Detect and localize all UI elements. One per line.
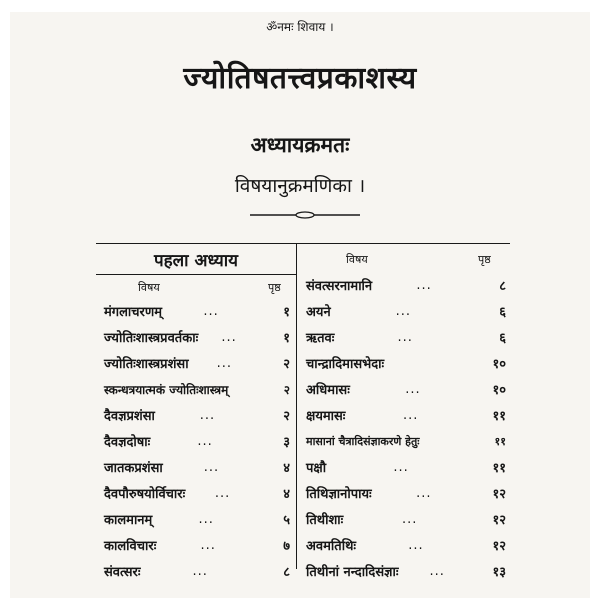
entry-subject: तिथीशाः	[306, 513, 344, 528]
entry-subject: दैवपौरुषयोर्विचारः	[104, 487, 186, 502]
entry-page: ८	[499, 279, 506, 294]
list-item	[306, 352, 506, 374]
entry-page: १२	[492, 513, 506, 528]
entry-leader: ...	[397, 329, 413, 345]
subtitle-chapterwise: अध्यायक्रमतः	[250, 133, 350, 157]
entry-leader: ...	[200, 537, 216, 553]
entry-leader: ...	[416, 485, 432, 501]
entry-page: २	[283, 409, 290, 424]
entry-subject: अधिमासः	[306, 383, 350, 398]
entry-page: ३	[283, 435, 290, 450]
entry-leader: ...	[416, 277, 432, 293]
chapter-heading: पहला अध्याय	[153, 251, 239, 271]
entry-page: १	[283, 305, 290, 320]
list-item	[104, 378, 290, 400]
entry-subject: तिथीनां नन्दादिसंज्ञाः	[306, 565, 399, 580]
right-col-subject-header: विषय	[346, 253, 368, 266]
entry-leader: ...	[429, 563, 445, 579]
entry-page: ११	[494, 434, 506, 448]
entry-subject: संवत्सरः	[104, 565, 141, 580]
list-item	[104, 456, 290, 478]
list-item	[306, 482, 506, 504]
entry-subject: कालविचारः	[104, 539, 157, 554]
list-item	[104, 482, 290, 504]
entry-subject: संवत्सरनामानि	[306, 279, 373, 294]
entry-leader: ...	[408, 537, 424, 553]
entry-subject: तिथिज्ञानोपायः	[306, 487, 372, 502]
entry-page: २	[283, 357, 290, 372]
entry-page: २	[283, 382, 290, 397]
book-page	[10, 12, 590, 598]
entry-subject: पक्षौ	[306, 461, 327, 476]
entry-leader: ...	[214, 485, 231, 501]
entry-page: ७	[283, 539, 290, 554]
entry-leader: ...	[192, 563, 208, 579]
entry-page: ११	[492, 409, 506, 424]
entry-page: ४	[283, 461, 290, 476]
list-item	[104, 430, 290, 452]
list-item	[104, 326, 290, 348]
entry-subject: स्कन्धत्रयात्मकं ज्योतिःशास्त्रम्	[104, 382, 229, 397]
entry-page: १	[283, 331, 290, 346]
entry-page: १०	[492, 357, 506, 372]
list-item	[306, 404, 506, 426]
column-divider	[296, 244, 297, 569]
entry-subject: कालमानम्	[104, 513, 153, 528]
list-item	[306, 560, 506, 582]
list-item	[104, 508, 290, 530]
entry-leader: ...	[393, 459, 409, 475]
entry-page: ५	[283, 513, 290, 528]
entry-subject: ज्योतिःशास्त्रप्रवर्तकाः	[104, 331, 199, 346]
ornament-divider	[250, 208, 360, 222]
left-col-subject-header: विषय	[138, 281, 160, 294]
book-title: ज्योतिषतत्त्वप्रकाशस्य	[183, 61, 417, 96]
list-item	[306, 534, 506, 556]
entry-subject: अवमतिथिः	[306, 539, 357, 554]
list-item	[306, 430, 506, 452]
entry-subject: ऋतवः	[306, 331, 335, 346]
entry-leader: ...	[203, 303, 219, 319]
table-top-rule	[96, 243, 510, 244]
left-col-page-header: पृष्ठ	[268, 281, 281, 294]
entry-page: १२	[492, 487, 506, 502]
entry-leader: ...	[197, 433, 213, 449]
entry-subject: दैवज्ञप्रशंसा	[104, 409, 155, 424]
entry-page: १२	[492, 539, 506, 554]
entry-page: १३	[492, 565, 506, 580]
list-item	[104, 560, 290, 582]
entry-subject: क्षयमासः	[306, 409, 346, 424]
list-item	[104, 300, 290, 322]
entry-leader: ...	[403, 407, 419, 423]
entry-leader: ...	[401, 511, 418, 527]
list-item	[306, 378, 506, 400]
right-col-page-header: पृष्ठ	[478, 253, 491, 266]
entry-leader: ...	[198, 511, 214, 527]
entry-subject: ज्योतिःशास्त्रप्रशंसा	[104, 357, 189, 372]
entry-subject: चान्द्रादिमासभेदाः	[306, 357, 385, 372]
list-item	[104, 404, 290, 426]
entry-subject: दैवज्ञदोषाः	[104, 435, 151, 450]
entry-subject: मासानां चैत्रादिसंज्ञाकरणे हेतुः	[306, 434, 420, 448]
entry-leader: ...	[395, 303, 412, 319]
entry-page: ४	[283, 487, 290, 502]
entry-subject: मंगलाचरणम्	[104, 305, 163, 320]
entry-page: ११	[492, 461, 506, 476]
entry-leader: ...	[405, 381, 421, 397]
list-item	[306, 300, 506, 322]
entry-page: १०	[492, 383, 506, 398]
entry-leader: ...	[203, 459, 220, 475]
entry-leader: ...	[199, 407, 216, 423]
entry-page: ६	[499, 331, 506, 346]
list-item	[306, 508, 506, 530]
entry-page: ८	[283, 565, 290, 580]
entry-page: ६	[499, 305, 506, 320]
entry-subject: अयने	[306, 305, 331, 320]
invocation-line: ॐनमः शिवाय ।	[266, 20, 334, 34]
list-item	[104, 352, 290, 374]
entry-leader: ...	[221, 329, 237, 345]
subtitle-index: विषयानुक्रमणिका ।	[234, 175, 366, 197]
list-item	[104, 534, 290, 556]
list-item	[306, 456, 506, 478]
entry-subject: जातकप्रशंसा	[104, 461, 163, 476]
chapter-rule	[96, 274, 296, 275]
list-item	[306, 274, 506, 296]
entry-leader: ...	[216, 355, 232, 371]
list-item	[306, 326, 506, 348]
